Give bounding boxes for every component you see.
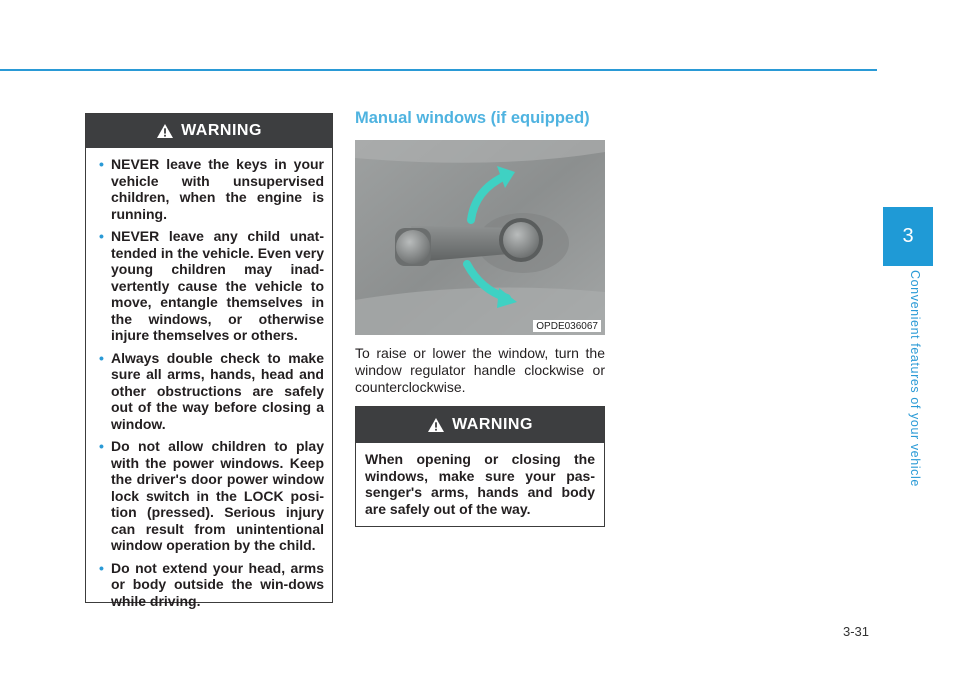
section-heading: Manual windows (if equipped) — [355, 109, 590, 127]
list-item: • NEVER leave any child unat-tended in the vehicle. Even very young children may inad-vertently cause the vehicle to move, entangle themselves in the windows, or otherwise injure themselves or others. — [99, 228, 324, 343]
bullet-icon: • — [99, 349, 104, 366]
warning-triangle-icon — [156, 123, 174, 139]
page-number: 3-31 — [843, 624, 870, 639]
list-item: • Do not allow children to play with the power windows. Keep the driver's door power window lock switch in the LOCK posi-tion (pressed). Serious injury can result from unintentional window operation by the child. — [99, 438, 324, 553]
list-item: • Do not extend your head, arms or body outside the win-dows while driving. — [99, 559, 324, 609]
warning-box-keys-children — [85, 113, 333, 609]
bullet-icon: • — [99, 559, 104, 576]
list-item: • Always double check to make sure all arms, hands, head and other obstructions are safely out of the way before closing a window. — [99, 349, 324, 432]
warning-box-passenger-safety — [355, 406, 605, 527]
warning-header — [86, 114, 332, 148]
warning-title: WARNING — [452, 416, 533, 433]
chapter-tab — [883, 207, 933, 266]
chapter-number: 3 — [902, 225, 914, 247]
chapter-title: Convenient features of your vehicle — [908, 270, 922, 487]
window-handle-figure — [355, 140, 605, 335]
warning-text: When opening or closing the windows, make sure your pas-senger's arms, hands and body are safely out of the way. — [365, 451, 595, 517]
window-regulator-illustration — [355, 140, 605, 335]
bullet-icon: • — [99, 156, 104, 172]
bullet-icon: • — [99, 228, 104, 244]
warning-title: WARNING — [181, 122, 262, 139]
warning-list — [86, 148, 332, 609]
figure-code: OPDE036067 — [533, 320, 601, 332]
body-text: To raise or lower the window, turn the window regulator handle clockwise or counterclockwise. — [355, 345, 605, 395]
list-item: • NEVER leave the keys in your vehicle with unsupervised children, when the engine is running. — [99, 156, 324, 222]
warning-header — [356, 407, 604, 443]
warning-triangle-icon — [427, 417, 445, 433]
header-rule — [0, 69, 877, 71]
bullet-icon: • — [99, 438, 104, 454]
